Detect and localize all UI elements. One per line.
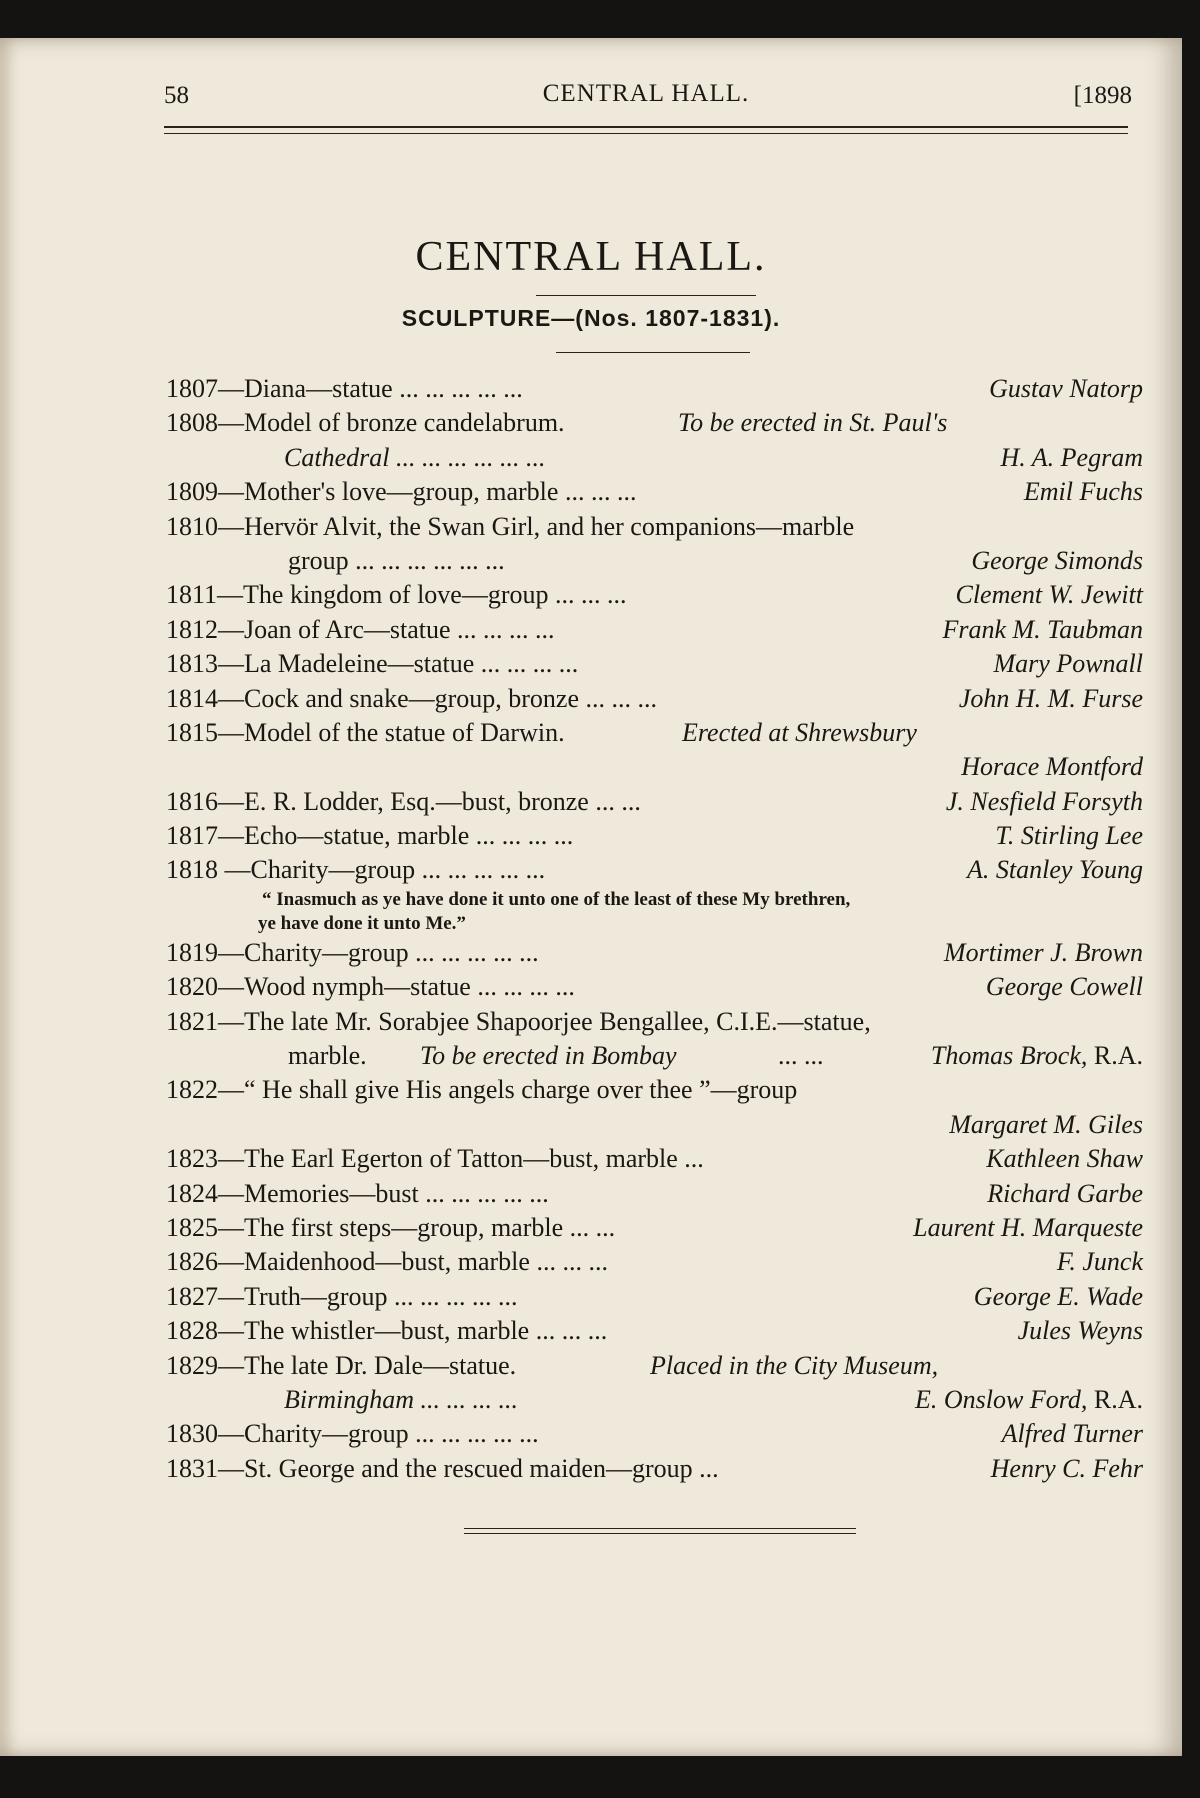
title-rule: [536, 295, 756, 296]
entry-1824: [166, 1177, 1143, 1211]
entry-1815: [166, 716, 1143, 750]
entry-1829: [166, 1349, 1143, 1383]
entry-title: 1815—Model of the statue of Darwin.: [166, 717, 565, 747]
entry-1812: [166, 613, 1143, 647]
page-title: CENTRAL HALL.: [415, 234, 767, 280]
entry-continuation: group ... ... ... ... ... ...: [288, 545, 505, 575]
entry-1830: [166, 1417, 1143, 1451]
entry-1825: [166, 1211, 1143, 1245]
entry-1828: [166, 1314, 1143, 1348]
entry-artist: A. Stanley Young: [967, 855, 1143, 885]
entry-artist: George Simonds: [971, 545, 1143, 575]
entry-title: 1807—Diana—statue ... ... ... ... ...: [166, 374, 523, 403]
catalogue-entries: [166, 372, 1143, 1486]
entry-title: 1828—The whistler—bust, marble ... ... ...: [166, 1316, 608, 1346]
entry-artist: [931, 1039, 1143, 1073]
page-number: 58: [164, 82, 189, 109]
entry-1818-quote: [166, 888, 1143, 936]
entry-artist: Alfred Turner: [1001, 1419, 1143, 1449]
entry-1811: [166, 578, 1143, 612]
entry-title: 1812—Joan of Arc—statue ... ... ... ...: [166, 614, 555, 644]
entry-1810-cont: [166, 544, 1143, 578]
entry-continuation-text: Birmingham ... ... ... ...: [284, 1384, 518, 1414]
entry-title: 1814—Cock and snake—group, bronze ... ... ...: [166, 683, 658, 713]
entry-artist: Henry C. Fehr: [990, 1453, 1143, 1483]
entry-artist: H. A. Pegram: [1000, 442, 1143, 472]
entry-title: 1822—“ He shall give His angels charge over thee ”—group: [166, 1075, 798, 1105]
entry-1809: [166, 475, 1143, 509]
entry-note: To be erected in St. Paul's: [678, 408, 948, 438]
entry-artist: John H. M. Furse: [958, 683, 1143, 713]
artist-suffix: R.A.: [1093, 1041, 1143, 1071]
entry-title: 1824—Memories—bust ... ... ... ... ...: [166, 1178, 549, 1208]
section-subtitle: SCULPTURE—(Nos. 1807-1831).: [401, 305, 781, 331]
entry-1810: [166, 510, 1143, 544]
entry-artist: George E. Wade: [973, 1281, 1143, 1311]
entry-1820: [166, 970, 1143, 1004]
entry-1831: [166, 1452, 1143, 1486]
entry-title: 1831—St. George and the rescued maiden—group ...: [166, 1453, 719, 1483]
entry-artist: Mortimer J. Brown: [943, 937, 1143, 967]
entry-1818: [166, 853, 1143, 887]
entry-artist: Mary Pownall: [993, 649, 1143, 679]
entry-1816: [166, 785, 1143, 819]
artist-name: Thomas Brock,: [930, 1041, 1088, 1071]
entry-artist: Laurent H. Marqueste: [913, 1212, 1143, 1242]
entry-1822: [166, 1073, 1143, 1107]
entry-title: 1810—Hervör Alvit, the Swan Girl, and her companions—marble: [166, 511, 855, 541]
entry-title: 1823—The Earl Egerton of Tatton—bust, marble ...: [166, 1144, 704, 1174]
entry-artist: George Cowell: [985, 972, 1143, 1002]
entry-title: 1813—La Madeleine—statue ... ... ... ...: [166, 649, 579, 679]
entry-note: To be erected in Bombay: [420, 1041, 677, 1071]
entry-continuation: [284, 1383, 518, 1417]
entry-title: 1819—Charity—group ... ... ... ... ...: [166, 937, 539, 967]
header-rule: [164, 126, 1128, 134]
entry-artist: Gustav Natorp: [989, 374, 1143, 403]
entry-artist: F. Junck: [1056, 1247, 1143, 1277]
entry-1827: [166, 1280, 1143, 1314]
entry-1817: [166, 819, 1143, 853]
entry-continuation: marble.: [288, 1041, 367, 1071]
running-title: CENTRAL HALL.: [542, 80, 750, 107]
entry-artist: Horace Montford: [961, 752, 1143, 782]
quote-line: ye have done it unto Me.”: [258, 912, 466, 934]
entry-title: 1830—Charity—group ... ... ... ... ...: [166, 1419, 539, 1449]
entry-artist: J. Nesfield Forsyth: [945, 786, 1143, 816]
artist-suffix: R.A.: [1093, 1384, 1143, 1414]
entry-artist: Kathleen Shaw: [986, 1144, 1143, 1174]
subtitle-rule: [556, 352, 750, 353]
entry-title: 1809—Mother's love—group, marble ... ... ...: [166, 477, 637, 507]
entry-title: 1811—The kingdom of love—group ... ... ...: [166, 580, 627, 610]
entry-title: 1808—Model of bronze candelabrum.: [166, 408, 565, 438]
entry-1822-cont: [166, 1108, 1143, 1142]
entry-note: Placed in the City Museum,: [650, 1350, 939, 1380]
header-year: [1898: [1073, 82, 1132, 109]
entry-title: 1826—Maidenhood—bust, marble ... ... ...: [166, 1247, 608, 1277]
entry-artist: [915, 1383, 1143, 1417]
entry-1814: [166, 682, 1143, 716]
footer-rule: [464, 1528, 856, 1534]
entry-1815-cont: [166, 750, 1143, 784]
entry-continuation-text: Cathedral ... ... ... ... ... ...: [284, 442, 546, 472]
entry-title: 1829—The late Dr. Dale—statue.: [166, 1350, 517, 1380]
running-header: [160, 78, 1132, 118]
entry-1821-cont: [166, 1039, 1143, 1073]
quote-line: “ Inasmuch as ye have done it unto one of the least of these My brethren,: [262, 888, 851, 910]
entry-1808: [166, 406, 1143, 440]
entry-note: Erected at Shrewsbury: [682, 717, 917, 747]
entry-1807: [166, 372, 1143, 406]
entry-title: 1816—E. R. Lodder, Esq.—bust, bronze ... ...: [166, 786, 641, 816]
entry-1819: [166, 936, 1143, 970]
entry-1821: [166, 1005, 1143, 1039]
entry-artist: Jules Weyns: [1017, 1316, 1143, 1346]
entry-artist: Richard Garbe: [987, 1178, 1143, 1208]
entry-artist: Margaret M. Giles: [949, 1109, 1143, 1139]
entry-title: 1827—Truth—group ... ... ... ... ...: [166, 1281, 518, 1311]
entry-title: 1825—The first steps—group, marble ... ...: [166, 1212, 616, 1242]
entry-artist: T. Stirling Lee: [995, 821, 1143, 851]
entry-1808-cont: [166, 441, 1143, 475]
entry-1829-cont: [166, 1383, 1143, 1417]
entry-artist: Frank M. Taubman: [942, 614, 1143, 644]
entry-title: 1818 —Charity—group ... ... ... ... ...: [166, 855, 546, 885]
entry-title: 1820—Wood nymph—statue ... ... ... ...: [166, 972, 575, 1002]
entry-artist: Emil Fuchs: [1023, 477, 1143, 507]
entry-continuation: [284, 441, 545, 475]
entry-artist: Clement W. Jewitt: [955, 580, 1143, 610]
entry-1813: [166, 647, 1143, 681]
entry-title: 1817—Echo—statue, marble ... ... ... ...: [166, 821, 574, 851]
entry-1826: [166, 1245, 1143, 1279]
artist-name: E. Onslow Ford,: [914, 1384, 1088, 1414]
entry-1823: [166, 1142, 1143, 1176]
entry-title: 1821—The late Mr. Sorabjee Shapoorjee Bengallee, C.I.E.—statue,: [166, 1006, 871, 1036]
entry-dots: ... ...: [778, 1041, 824, 1071]
